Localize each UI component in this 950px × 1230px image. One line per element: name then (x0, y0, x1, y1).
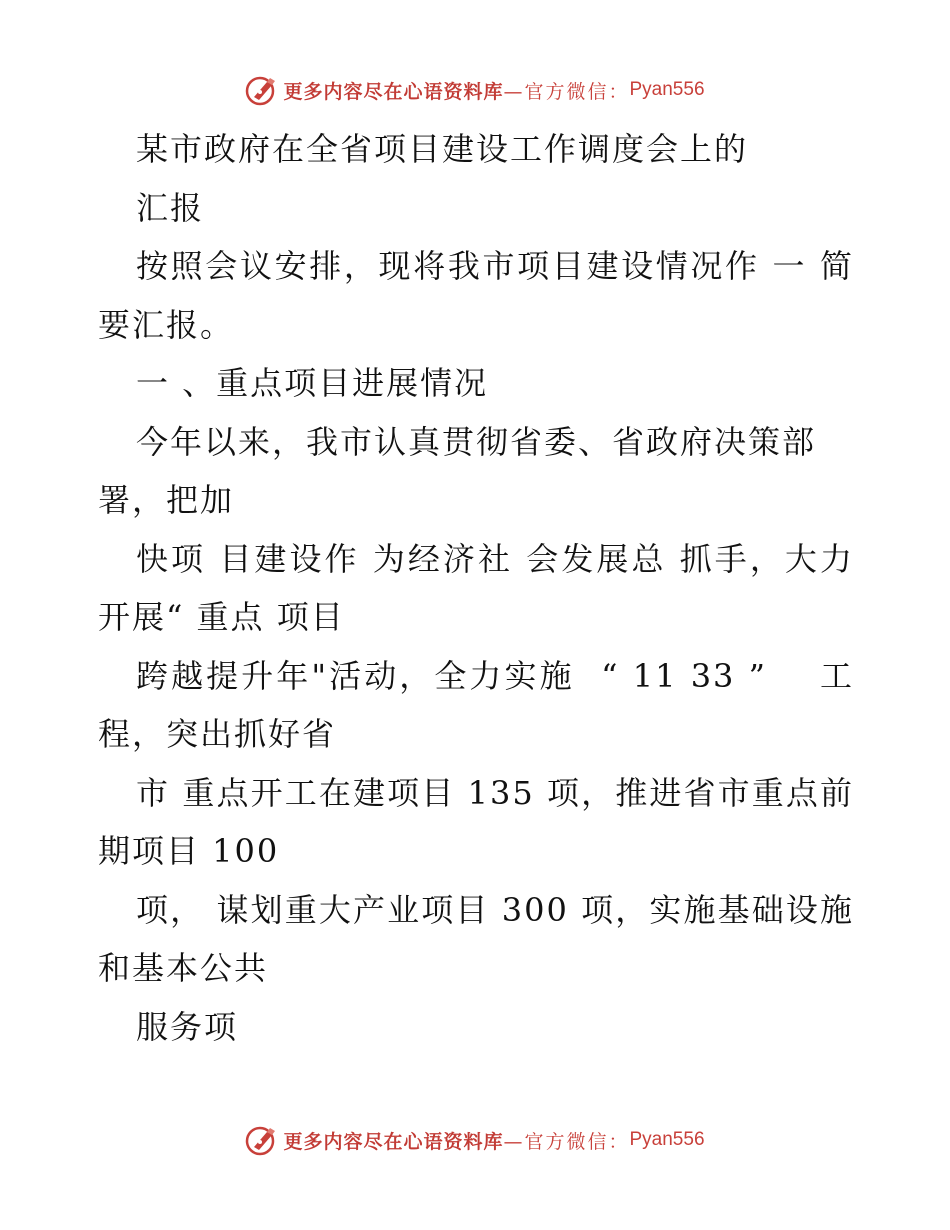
title-line-1: 某市政府在全省项目建设工作调度会上的 (136, 130, 749, 168)
paragraph-line: 跨越提升年"活动，全力实施 “ 11 33 ” 工 (136, 656, 854, 695)
wechat-id: Pyan556 (629, 79, 705, 100)
paragraph-line: 按照会议安排，现将我市项目建设情况作 一 简 (136, 247, 854, 285)
header-watermark (0, 72, 950, 108)
brand-text: 更多内容尽在心语资料库 (283, 1130, 504, 1153)
paragraph-line: 和基本公共 (98, 949, 269, 987)
wechat-id: Pyan556 (629, 1129, 705, 1150)
section-heading: 一 、重点项目进展情况 (136, 364, 489, 402)
wechat-label: —官方微信： (503, 80, 630, 103)
paragraph-line: 要汇报。 (98, 305, 235, 344)
brand-text: 更多内容尽在心语资料库 (283, 80, 504, 103)
paragraph-line: 快项 目建设作 为经济社 会发展总 抓手，大力 (136, 539, 854, 578)
paragraph-line: 开展“ 重点 项目 (98, 598, 345, 636)
paragraph-line: 署，把加 (98, 481, 235, 519)
paragraph-line: 期项目 100 (98, 832, 280, 870)
paragraph-line: 项， 谋划重大产业项目 300 项，实施基础设施 (136, 890, 854, 929)
paragraph-line: 今年以来，我市认真贯彻省委、省政府决策部 (136, 422, 817, 461)
title-line-2: 汇报 (136, 188, 205, 227)
pen-nib-logo-icon (245, 73, 279, 107)
paragraph-line: 程，突出抓好省 (98, 715, 337, 753)
paragraph-line: 市 重点开工在建项目 135 项，推进省市重点前 (136, 773, 854, 812)
pen-nib-logo-icon (245, 1123, 279, 1157)
paragraph-line: 服务项 (136, 1007, 239, 1046)
document-body (98, 120, 854, 1056)
wechat-label: —官方微信： (503, 1130, 630, 1153)
footer-watermark (0, 1122, 950, 1158)
